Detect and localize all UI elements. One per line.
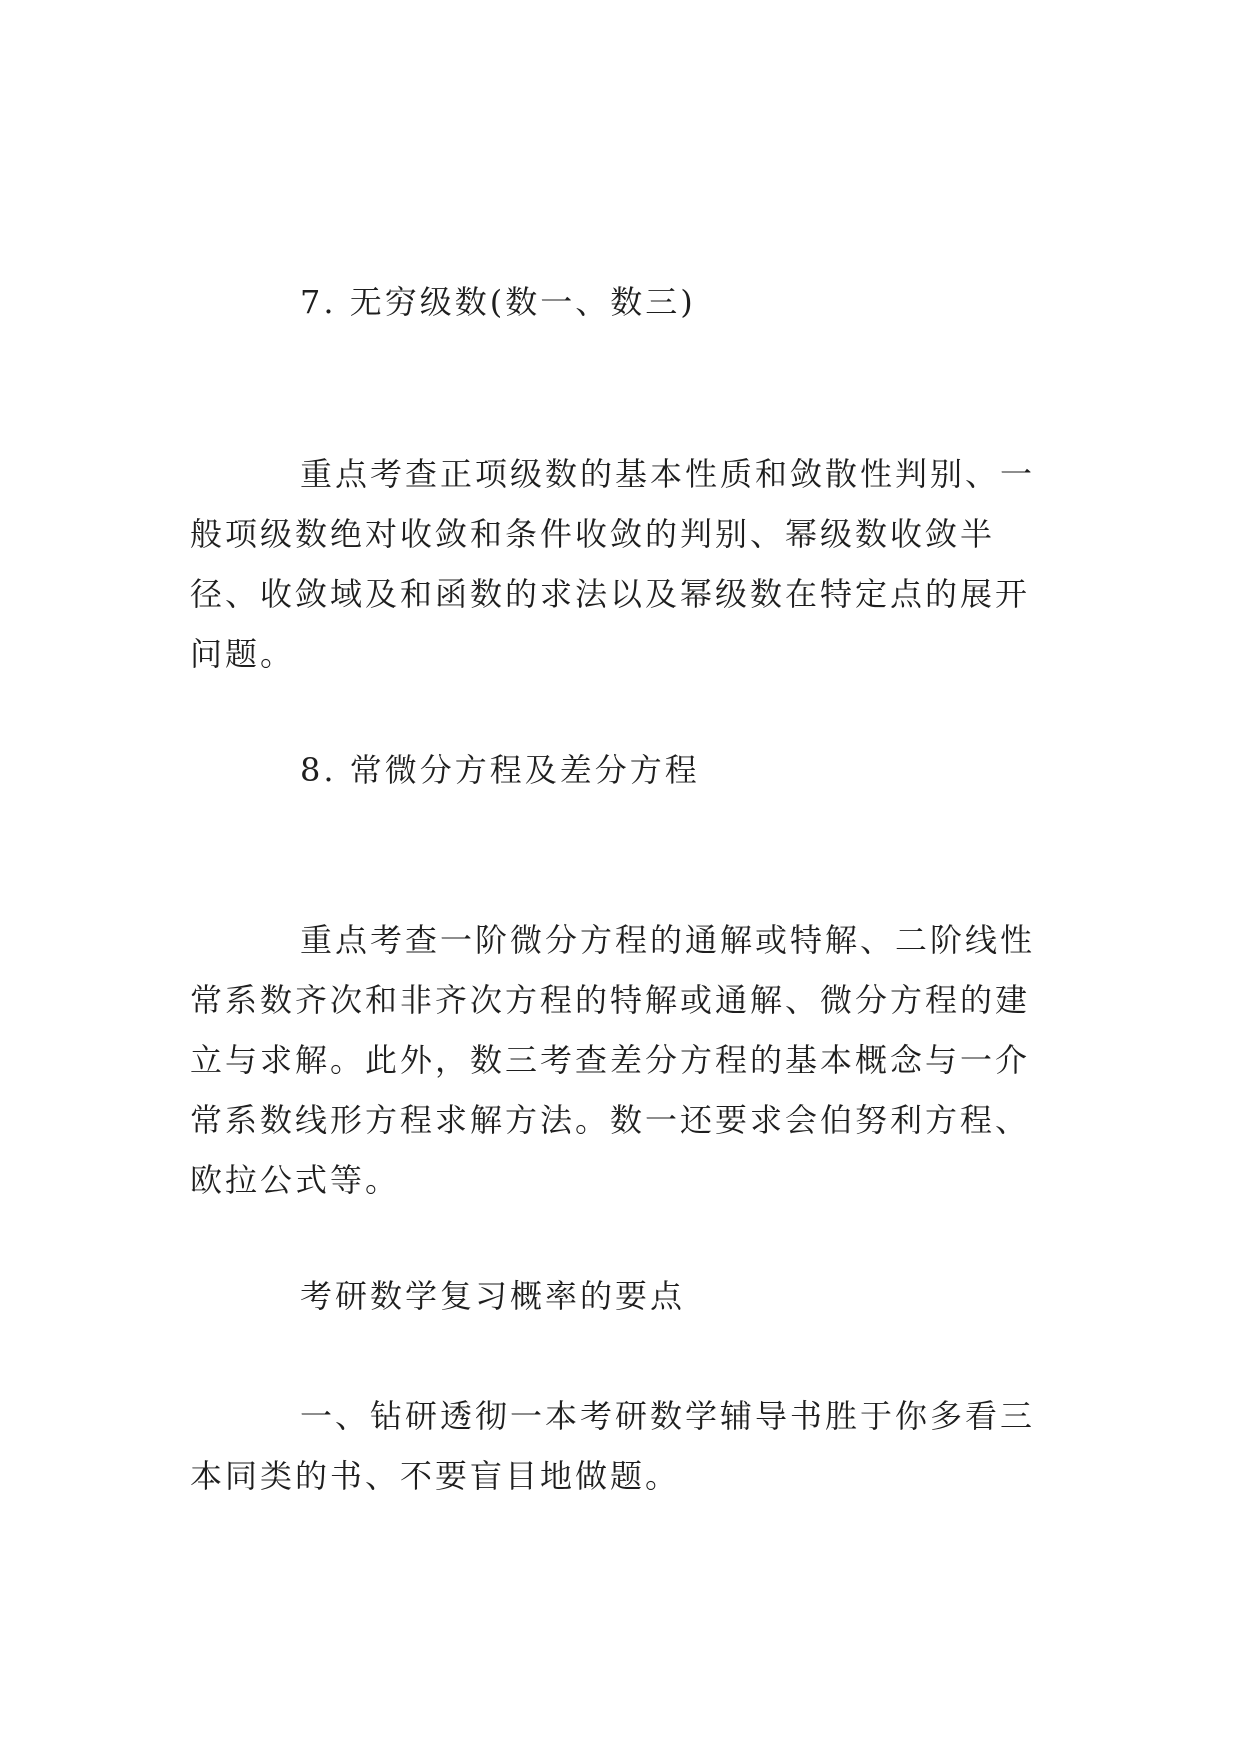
paragraph-differential-equations: 重点考查一阶微分方程的通解或特解、二阶线性常系数齐次和非齐次方程的特解或通解、微分方程的建立与求解。此外，数三考查差分方程的基本概念与一介常系数线形方程求解方法。数一还要求会伯努利方程、欧拉公式等。 (190, 921, 1036, 1199)
paragraph-series: 重点考查正项级数的基本性质和敛散性判别、一般项级数绝对收敛和条件收敛的判别、幂级数收敛半径、收敛域及和函数的求法以及幂级数在特定点的展开问题。 (190, 455, 1036, 673)
section-heading-probability: 考研数学复习概率的要点 (300, 1277, 686, 1315)
paragraph-probability: 一、钻研透彻一本考研数学辅导书胜于你多看三本同类的书、不要盲目地做题。 (190, 1397, 1036, 1495)
section-heading-series: 7. 无穷级数(数一、数三) (300, 283, 696, 321)
section-heading-differential-equations: 8. 常微分方程及差分方程 (300, 751, 700, 789)
